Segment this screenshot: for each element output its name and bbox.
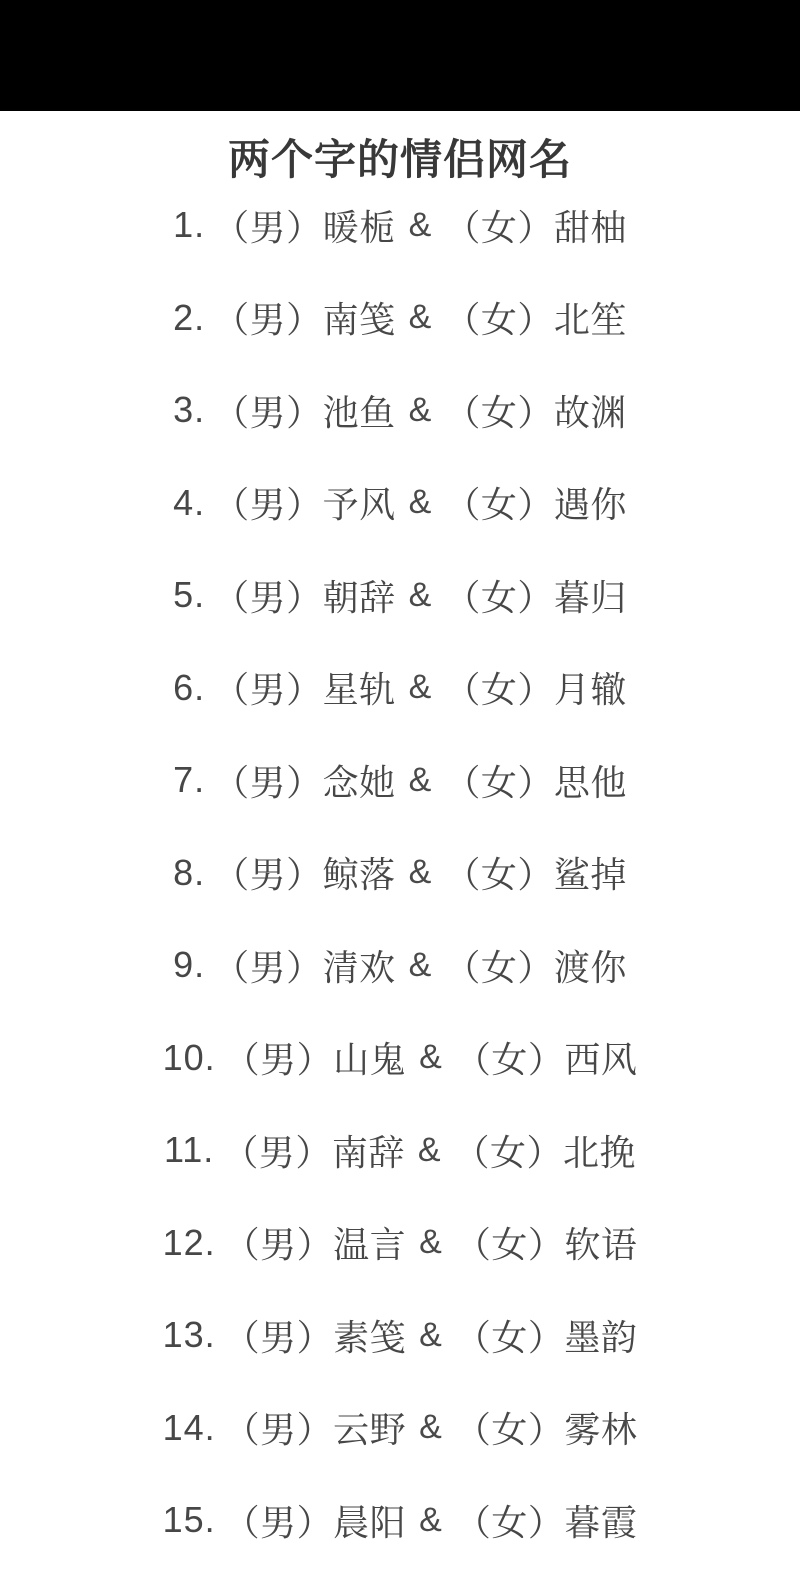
female-name: 鲨掉: [553, 854, 627, 896]
list-item: [0, 179, 800, 272]
list-item: [0, 734, 800, 827]
item-number: 14.: [162, 1406, 216, 1448]
page-title: 两个字的情侣网名: [227, 136, 572, 183]
male-label: （男）: [223, 1224, 334, 1266]
ampersand-separator: &: [419, 1500, 442, 1539]
male-name: 池鱼: [322, 391, 396, 433]
female-label: （女）: [444, 761, 554, 803]
male-label: （男）: [213, 576, 323, 618]
male-name: 星轨: [322, 669, 396, 711]
item-number: 12.: [162, 1221, 216, 1263]
female-label: （女）: [444, 484, 554, 526]
ampersand-separator: &: [408, 945, 432, 984]
item-number: 7.: [173, 759, 206, 801]
ampersand-separator: &: [408, 390, 432, 429]
item-number: 11.: [163, 1129, 215, 1171]
ampersand-separator: &: [408, 205, 432, 244]
male-name: 南辞: [331, 1131, 405, 1173]
item-number: 5.: [173, 574, 206, 616]
male-label: （男）: [223, 1501, 334, 1543]
male-name: 暖栀: [322, 206, 396, 248]
list-item: [0, 272, 800, 365]
female-name: 暮霞: [564, 1501, 638, 1543]
item-number: 10.: [162, 1036, 216, 1078]
male-label: （男）: [213, 391, 323, 433]
female-name: 思他: [553, 761, 627, 803]
male-label: （男）: [223, 1316, 334, 1358]
male-label: （男）: [213, 206, 323, 248]
list-item: [0, 1289, 800, 1382]
male-name: 素笺: [333, 1316, 407, 1358]
list-item: [0, 1382, 800, 1475]
item-number: 4.: [173, 481, 206, 523]
male-name: 山鬼: [333, 1039, 407, 1081]
ampersand-separator: &: [408, 668, 432, 707]
list-item: [0, 1104, 800, 1197]
male-name: 朝辞: [322, 576, 396, 618]
female-label: （女）: [444, 946, 554, 988]
item-number: 8.: [173, 851, 206, 893]
female-label: （女）: [444, 576, 554, 618]
male-name: 清欢: [322, 946, 396, 988]
ampersand-separator: &: [417, 1130, 441, 1169]
female-name: 软语: [564, 1224, 638, 1266]
list-item: [0, 919, 800, 1012]
male-name: 南笺: [322, 299, 396, 341]
list-item: [0, 1197, 800, 1290]
female-label: （女）: [454, 1409, 565, 1451]
female-name: 西风: [564, 1039, 638, 1081]
item-number: 6.: [173, 666, 206, 708]
male-label: （男）: [213, 946, 323, 988]
female-name: 月辙: [553, 669, 627, 711]
male-label: （男）: [213, 299, 323, 341]
item-number: 9.: [173, 944, 206, 986]
list-item: [0, 827, 800, 920]
male-label: （男）: [213, 669, 323, 711]
list-item: [0, 457, 800, 550]
male-name: 予风: [322, 484, 396, 526]
ampersand-separator: &: [408, 298, 432, 337]
ampersand-separator: &: [419, 1038, 442, 1077]
ampersand-separator: &: [419, 1223, 442, 1262]
female-name: 雾林: [564, 1409, 638, 1451]
female-label: （女）: [454, 1039, 565, 1081]
ampersand-separator: &: [408, 853, 432, 892]
male-label: （男）: [223, 1039, 334, 1081]
ampersand-separator: &: [408, 575, 432, 614]
female-label: （女）: [444, 669, 554, 711]
female-label: （女）: [454, 1316, 565, 1358]
female-name: 故渊: [553, 391, 627, 433]
list-item: [0, 1012, 800, 1105]
female-name: 北笙: [553, 299, 627, 341]
female-label: （女）: [444, 391, 554, 433]
title-container: [0, 111, 800, 183]
ampersand-separator: &: [408, 760, 432, 799]
list-item: [0, 1474, 800, 1567]
item-number: 13.: [162, 1314, 216, 1356]
couple-name-list: [0, 179, 800, 1567]
male-label: （男）: [213, 761, 323, 803]
female-label: （女）: [444, 854, 554, 896]
item-number: 15.: [162, 1499, 216, 1541]
item-number: 2.: [173, 296, 206, 338]
male-name: 晨阳: [333, 1501, 407, 1543]
list-item: [0, 364, 800, 457]
male-name: 念她: [322, 761, 396, 803]
female-name: 暮归: [553, 576, 627, 618]
male-label: （男）: [222, 1131, 332, 1173]
female-name: 甜柚: [553, 206, 627, 248]
male-name: 鲸落: [322, 854, 396, 896]
female-name: 渡你: [553, 946, 627, 988]
ampersand-separator: &: [408, 483, 432, 522]
female-name: 北挽: [563, 1131, 637, 1173]
item-number: 1.: [173, 204, 206, 246]
female-label: （女）: [444, 299, 554, 341]
ampersand-separator: &: [419, 1408, 442, 1447]
female-label: （女）: [454, 1501, 565, 1543]
male-label: （男）: [213, 484, 323, 526]
male-name: 云野: [333, 1409, 407, 1451]
list-item: [0, 549, 800, 642]
female-name: 墨韵: [564, 1316, 638, 1358]
male-name: 温言: [333, 1224, 407, 1266]
male-label: （男）: [223, 1409, 334, 1451]
item-number: 3.: [173, 389, 206, 431]
male-label: （男）: [213, 854, 323, 896]
ampersand-separator: &: [419, 1315, 442, 1354]
female-name: 遇你: [553, 484, 627, 526]
top-black-bar: [0, 0, 800, 111]
female-label: （女）: [454, 1224, 565, 1266]
list-item: [0, 642, 800, 735]
female-label: （女）: [453, 1131, 564, 1173]
female-label: （女）: [444, 206, 554, 248]
